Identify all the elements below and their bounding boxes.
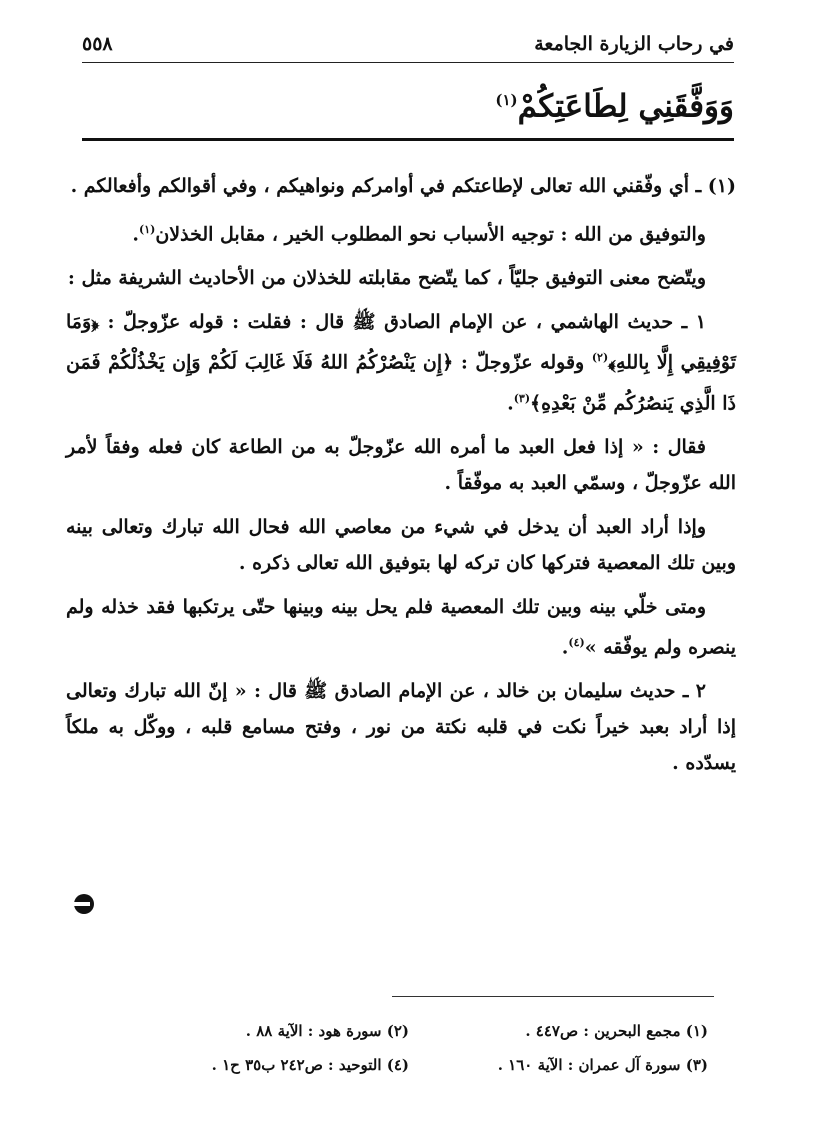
footnote-ref-4: (٤) (568, 635, 585, 649)
footnote-divider (392, 996, 714, 997)
paragraph-4-part-b: وقوله عزّوجلّ : ﴿إِن يَنْصُرْكُمُ اللهُ فَلَا غَالِبَ لَكُمْ وَإِن يَخْذُلْكُمْ فَمَن ذَا الَّذِي يَنصُرُكُم مِّنْ بَعْدِهِ﴾ (66, 351, 736, 414)
paragraph-3: ويتّضح معنى التوفيق جليّاً ، كما يتّضح مقابلته للخذلان من الأحاديث الشريفة مثل : (67, 267, 706, 290)
header-title: في رحاب الزيارة الجامعة (534, 33, 734, 55)
footnote-4: (٤) التوحيد : ص٢٤٢ ب٣٥ ح١ . (211, 1056, 409, 1074)
page-number: ٥٥٨ (82, 33, 113, 55)
running-header (82, 30, 734, 63)
footnote-2: (٢) سورة هود : الآية ٨٨ . (245, 1022, 409, 1040)
continuation-marker-icon (72, 892, 96, 916)
paragraph-6: وإذا أراد العبد أن يدخل في شيء من معاصي الله فحال الله تبارك وتعالى بينه وبين تلك المعصية فتركها كان تركه لها بتوفيق الله تعالى ذكره . (66, 515, 736, 574)
footnote-row (110, 1048, 708, 1082)
paragraph-1: (١) ـ أي وفّقني الله تعالى لإطاعتكم في أوامركم ونواهيكم ، وفي أقوالكم وأفعالكم . (70, 175, 736, 197)
paragraph-2-text: والتوفيق من الله : توجيه الأسباب نحو المطلوب الخير ، مقابل الخذلان (155, 223, 706, 246)
body-text (66, 168, 736, 789)
footnote-ref-2: (٢) (591, 351, 609, 365)
footnote-1: (١) مجمع البحرين : ص٤٤٧ . (525, 1022, 708, 1040)
footnotes (110, 1014, 708, 1082)
paragraph-4: ١ ـ حديث الهاشمي ، عن الإمام الصادق ﷺ قال : فقلت : قوله عزّوجلّ : ﴿وَمَا تَوْفِيقِي إِلَّا بِاللهِ﴾$^{(٢)}$ وقوله عزّوجلّ : ﴿إِن يَنْصُرْكُمُ اللهُ فَلَا غَالِبَ لَكُمْ وَإِن يَخْذُلْكُمْ فَمَن ذَا الَّذِي يَنصُرُكُم مِّنْ بَعْدِهِ﴾$^{(٣)}$. (66, 311, 736, 414)
footnote-row (110, 1014, 708, 1048)
section-heading (495, 76, 734, 130)
paragraph-7-text: ومتى خلّي بينه وبين تلك المعصية فلم يحل بينه وبينها حتّى يرتكبها فقد خذله ولم ينصره ولم يوفّقه » (66, 595, 736, 659)
footnote-3: (٣) سورة آل عمران : الآية ١٦٠ . (497, 1056, 708, 1074)
paragraph-4-part-a: ١ ـ حديث الهاشمي ، عن الإمام الصادق ﷺ قال : فقلت : قوله عزّوجلّ : ﴿وَمَا تَوْفِيقِي إِلَّا بِاللهِ﴾ (66, 311, 736, 374)
paragraph-5: فقال : « إذا فعل العبد ما أمره الله عزّوجلّ به من الطاعة كان فعله وفقاً لأمر الله عزّوجلّ ، وسمّي العبد به موفّقاً . (66, 435, 736, 494)
heading-footnote-ref: (١) (495, 91, 518, 109)
footnote-ref-1: (١) (138, 223, 156, 236)
heading-divider (82, 138, 734, 141)
paragraph-8: ٢ ـ حديث سليمان بن خالد ، عن الإمام الصادق ﷺ قال : « إنّ الله تبارك وتعالى إذا أراد بعبد خيراً نكت في قلبه نكتة من نور ، وفتح مسامع قلبه ، ووكّل به ملكاً يسدّده . (66, 680, 736, 775)
heading-text: وَوَفَّقَنِي لِطَاعَتِكُمْ (517, 88, 734, 125)
paragraph-7: ومتى خلّي بينه وبين تلك المعصية فلم يحل بينه وبينها حتّى يرتكبها فقد خذله ولم ينصره ولم يوفّقه »$^{(٤)}$. (66, 595, 736, 659)
footnote-ref-3: (٣) (513, 391, 531, 405)
paragraph-2: والتوفيق من الله : توجيه الأسباب نحو المطلوب الخير ، مقابل الخذلان$^{(١)}$. (132, 223, 706, 246)
